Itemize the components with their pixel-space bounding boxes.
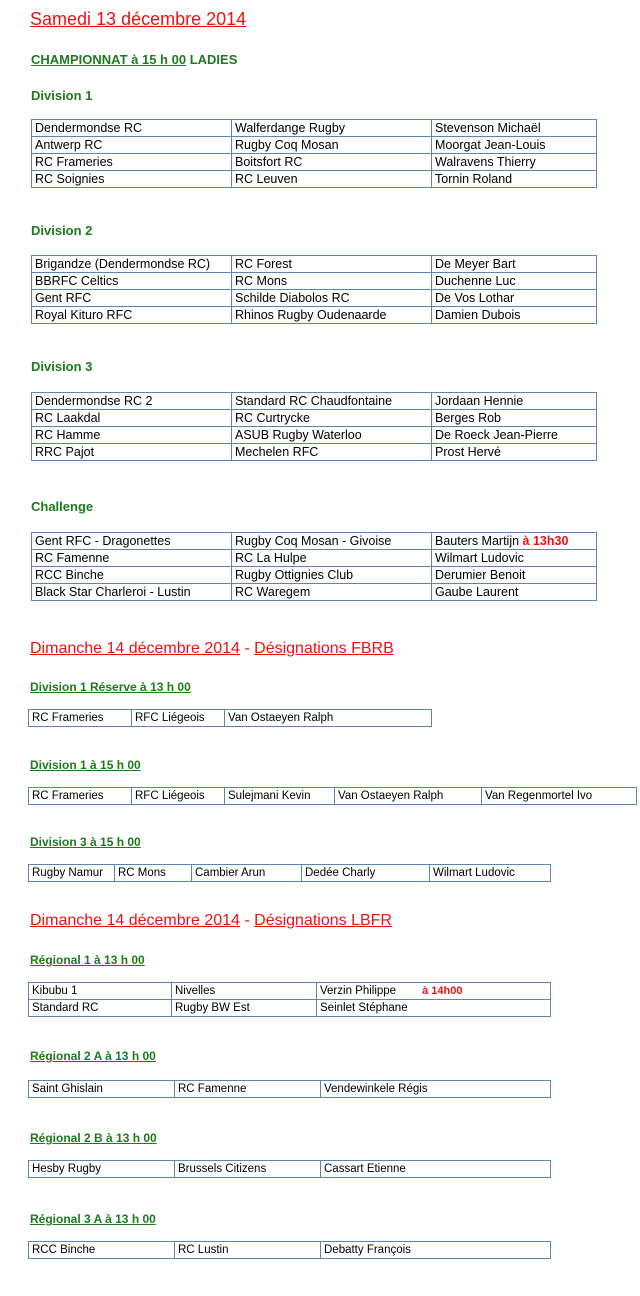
referee: Duchenne Luc — [432, 273, 597, 290]
assistant-referee: Van Regenmortel Ivo — [482, 788, 637, 805]
fbrb-section-3-title: Division 3 à 15 h 00 — [30, 835, 141, 849]
division-1-title: Division 1 — [31, 88, 93, 103]
referee: Debatty François — [321, 1242, 551, 1259]
home-team: Royal Kituro RFC — [32, 307, 232, 324]
lbfr-section-3-table — [28, 1160, 551, 1178]
table-row — [32, 256, 597, 273]
referee: Berges Rob — [432, 410, 597, 427]
away-team: Rhinos Rugby Oudenaarde — [232, 307, 432, 324]
home-team: RC Laakdal — [32, 410, 232, 427]
table-row — [32, 533, 597, 550]
referee: Vendewinkele Régis — [321, 1081, 551, 1098]
table-row — [32, 171, 597, 188]
away-team: Schilde Diabolos RC — [232, 290, 432, 307]
table-row — [29, 788, 637, 805]
home-team: Black Star Charleroi - Lustin — [32, 584, 232, 601]
lbfr-date-heading: Dimanche 14 décembre 2014 - Désignations LBFR — [30, 912, 392, 929]
referee: De Meyer Bart — [432, 256, 597, 273]
division-1-table — [31, 119, 597, 188]
table-row — [32, 567, 597, 584]
away-team: ASUB Rugby Waterloo — [232, 427, 432, 444]
referee-name: Verzin Philippe — [320, 985, 397, 997]
table-row — [32, 273, 597, 290]
away-team: Brussels Citizens — [175, 1161, 321, 1178]
table-row — [29, 865, 551, 882]
away-team: Boitsfort RC — [232, 154, 432, 171]
referee: Wilmart Ludovic — [432, 550, 597, 567]
saturday-date: Samedi 13 décembre 2014 — [30, 9, 247, 29]
home-team: Kibubu 1 — [29, 983, 172, 1000]
referee: Prost Hervé — [432, 444, 597, 461]
championnat-heading: CHAMPIONNAT à 15 h 00 LADIES — [31, 52, 238, 67]
away-team: Walferdange Rugby — [232, 120, 432, 137]
referee: De Vos Lothar — [432, 290, 597, 307]
referee: Gaube Laurent — [432, 584, 597, 601]
lbfr-section-2-title: Régional 2 A à 13 h 00 — [30, 1049, 156, 1063]
home-team: Standard RC — [29, 1000, 172, 1017]
lbfr-section-2-table — [28, 1080, 551, 1098]
home-team: RC Famenne — [32, 550, 232, 567]
table-row — [32, 393, 597, 410]
away-team: RC Forest — [232, 256, 432, 273]
away-team: RC La Hulpe — [232, 550, 432, 567]
fbrb-section-1-table — [28, 709, 432, 727]
table-row — [32, 154, 597, 171]
division-2-table — [31, 255, 597, 324]
fbrb-section-2-table — [28, 787, 637, 805]
table-row — [32, 120, 597, 137]
fbrb-section-1-title: Division 1 Réserve à 13 h 00 — [30, 680, 191, 694]
home-team: Gent RFC — [32, 290, 232, 307]
home-team: Antwerp RC — [32, 137, 232, 154]
referee: Stevenson Michaël — [432, 120, 597, 137]
away-team: RC Mons — [232, 273, 432, 290]
table-row — [32, 137, 597, 154]
home-team: RC Frameries — [29, 788, 132, 805]
time-note: à 14h00 — [422, 985, 463, 997]
home-team: RRC Pajot — [32, 444, 232, 461]
table-row — [29, 1161, 551, 1178]
lbfr-section-1-table — [28, 982, 551, 1017]
referee: De Roeck Jean-Pierre — [432, 427, 597, 444]
home-team: RC Hamme — [32, 427, 232, 444]
table-row — [29, 1242, 551, 1259]
challenge-table — [31, 532, 597, 601]
home-team: Saint Ghislain — [29, 1081, 175, 1098]
lbfr-section-3-title: Régional 2 B à 13 h 00 — [30, 1131, 157, 1145]
referee: Tornin Roland — [432, 171, 597, 188]
away-team: RC Curtrycke — [232, 410, 432, 427]
fbrb-date-heading: Dimanche 14 décembre 2014 - Désignations FBRB — [30, 640, 394, 657]
referee: Derumier Benoit — [432, 567, 597, 584]
referee: Seinlet Stéphane — [317, 1000, 551, 1017]
away-team: RFC Liégeois — [132, 788, 225, 805]
table-row — [32, 427, 597, 444]
fbrb-section-3-table — [28, 864, 551, 882]
away-team: Rugby Ottignies Club — [232, 567, 432, 584]
home-team: Hesby Rugby — [29, 1161, 175, 1178]
table-row — [29, 710, 432, 727]
referee: Cambier Arun — [192, 865, 302, 882]
referee: Walravens Thierry — [432, 154, 597, 171]
away-team: Rugby Coq Mosan - Givoise — [232, 533, 432, 550]
away-team: RC Waregem — [232, 584, 432, 601]
table-row — [32, 290, 597, 307]
referee: Moorgat Jean-Louis — [432, 137, 597, 154]
referee: Cassart Etienne — [321, 1161, 551, 1178]
home-team: RC Frameries — [29, 710, 132, 727]
referee — [317, 983, 551, 1000]
away-team: Nivelles — [172, 983, 317, 1000]
lbfr-section-4-table — [28, 1241, 551, 1259]
table-row — [32, 550, 597, 567]
away-team: RC Lustin — [175, 1242, 321, 1259]
table-row — [32, 410, 597, 427]
referee: Sulejmani Kevin — [225, 788, 335, 805]
home-team: RC Frameries — [32, 154, 232, 171]
assistant-referee: Wilmart Ludovic — [430, 865, 551, 882]
challenge-title: Challenge — [31, 499, 94, 514]
home-team: BBRFC Celtics — [32, 273, 232, 290]
table-row — [29, 1000, 551, 1017]
away-team: RC Mons — [115, 865, 192, 882]
division-3-title: Division 3 — [31, 359, 93, 374]
away-team: Standard RC Chaudfontaine — [232, 393, 432, 410]
away-team: Rugby Coq Mosan — [232, 137, 432, 154]
referee-name: Bauters Martijn — [435, 534, 520, 548]
table-row — [32, 444, 597, 461]
home-team: RC Soignies — [32, 171, 232, 188]
table-row — [29, 983, 551, 1000]
time-note: à 13h30 — [522, 534, 569, 548]
home-team: RCC Binche — [29, 1242, 175, 1259]
referee — [432, 533, 597, 550]
referee: Damien Dubois — [432, 307, 597, 324]
fbrb-section-2-title: Division 1 à 15 h 00 — [30, 758, 141, 772]
assistant-referee: Van Ostaeyen Ralph — [335, 788, 482, 805]
away-team: RFC Liégeois — [132, 710, 225, 727]
table-row — [29, 1081, 551, 1098]
division-3-table — [31, 392, 597, 461]
away-team: Rugby BW Est — [172, 1000, 317, 1017]
lbfr-section-4-title: Régional 3 A à 13 h 00 — [30, 1212, 156, 1226]
table-row — [32, 584, 597, 601]
home-team: Rugby Namur — [29, 865, 115, 882]
lbfr-section-1-title: Régional 1 à 13 h 00 — [30, 953, 145, 967]
home-team: Gent RFC - Dragonettes — [32, 533, 232, 550]
referee: Jordaan Hennie — [432, 393, 597, 410]
away-team: RC Famenne — [175, 1081, 321, 1098]
away-team: RC Leuven — [232, 171, 432, 188]
referee: Van Ostaeyen Ralph — [225, 710, 432, 727]
assistant-referee: Dedée Charly — [302, 865, 430, 882]
home-team: Dendermondse RC 2 — [32, 393, 232, 410]
division-2-title: Division 2 — [31, 223, 93, 238]
home-team: Brigandze (Dendermondse RC) — [32, 256, 232, 273]
table-row — [32, 307, 597, 324]
home-team: RCC Binche — [32, 567, 232, 584]
home-team: Dendermondse RC — [32, 120, 232, 137]
away-team: Mechelen RFC — [232, 444, 432, 461]
